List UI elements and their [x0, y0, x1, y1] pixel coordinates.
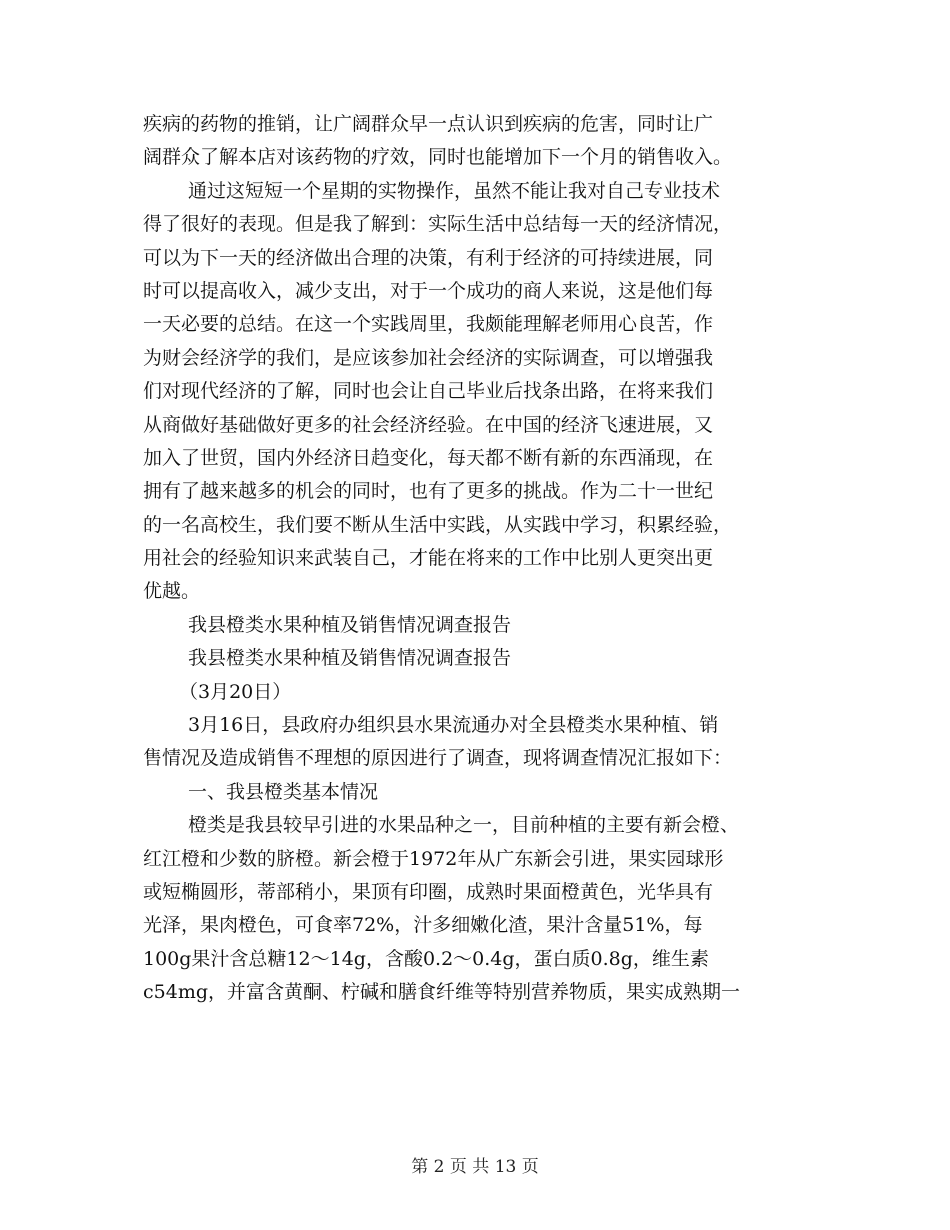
text-line: c54mg，并富含黄酮、柠碱和膳食纤维等特别营养物质，果实成熟期一: [143, 981, 740, 1004]
text-line: 得了很好的表现。但是我了解到：实际生活中总结每一天的经济情况，: [143, 213, 733, 236]
document-body: [143, 108, 803, 1010]
text-line: 我县橙类水果种植及销售情况调查报告: [188, 647, 512, 670]
footer-page-number: 2: [433, 1157, 445, 1177]
text-line: 可以为下一天的经济做出合理的决策，有利于经济的可持续进展，同: [143, 246, 714, 269]
text-line: 售情况及造成销售不理想的原因进行了调查，现将调查情况汇报如下：: [143, 747, 733, 770]
text-line: 优越。: [143, 580, 201, 603]
text-line: 们对现代经济的了解，同时也会让自己毕业后找条出路，在将来我们: [143, 380, 714, 403]
text-line: （3月20日）: [179, 680, 292, 703]
text-line: 一、我县橙类基本情况: [188, 780, 379, 803]
text-line: 一天必要的总结。在这一个实践周里，我颇能理解老师用心良苦，作: [143, 313, 714, 336]
text-line: 时可以提高收入，减少支出，对于一个成功的商人来说，这是他们每: [143, 279, 714, 302]
text-line: 阔群众了解本店对该药物的疗效，同时也能增加下一个月的销售收入。: [143, 146, 733, 169]
footer-prefix: 第: [411, 1157, 429, 1177]
text-line: 为财会经济学的我们，是应该参加社会经济的实际调查，可以增强我: [143, 346, 714, 369]
text-line: 从商做好基础做好更多的社会经济经验。在中国的经济飞速进展，又: [143, 413, 714, 436]
text-line: 疾病的药物的推销，让广阔群众早一点认识到疾病的危害，同时让广: [143, 113, 714, 135]
text-line: 我县橙类水果种植及销售情况调查报告: [188, 613, 512, 636]
text-line: 橙类是我县较早引进的水果品种之一，目前种植的主要有新会橙、: [188, 814, 740, 837]
footer-total-pages: 13: [494, 1157, 517, 1177]
text-line: 通过这短短一个星期的实物操作，虽然不能让我对自己专业技术: [188, 179, 721, 202]
footer-mid: 页 共: [449, 1157, 490, 1177]
footer-suffix: 页: [521, 1157, 539, 1177]
text-line: 光泽，果肉橙色，可食率72%，汁多细嫩化渣，果汁含量51%，每: [143, 914, 703, 937]
text-line: 或短椭圆形，蒂部稍小，果顶有印圈，成熟时果面橙黄色，光华具有: [143, 880, 714, 903]
text-line: 红江橙和少数的脐橙。新会橙于1972年从广东新会引进，果实园球形: [143, 847, 724, 870]
text-line: 的一名高校生，我们要不断从生活中实践，从实践中学习，积累经验，: [143, 513, 733, 536]
text-line: 3月16日，县政府办组织县水果流通办对全县橙类水果种植、销: [188, 714, 719, 737]
page-footer: [0, 1152, 950, 1177]
text-line: 加入了世贸，国内外经济日趋变化，每天都不断有新的东西涌现，在: [143, 446, 714, 469]
text-line: 100g果汁含总糖12～14g，含酸0.2～0.4g，蛋白质0.8g，维生素: [143, 947, 709, 970]
text-line: 用社会的经验知识来武装自己，才能在将来的工作中比别人更突出更: [143, 547, 714, 570]
text-line: 拥有了越来越多的机会的同时，也有了更多的挑战。作为二十一世纪: [143, 480, 714, 503]
